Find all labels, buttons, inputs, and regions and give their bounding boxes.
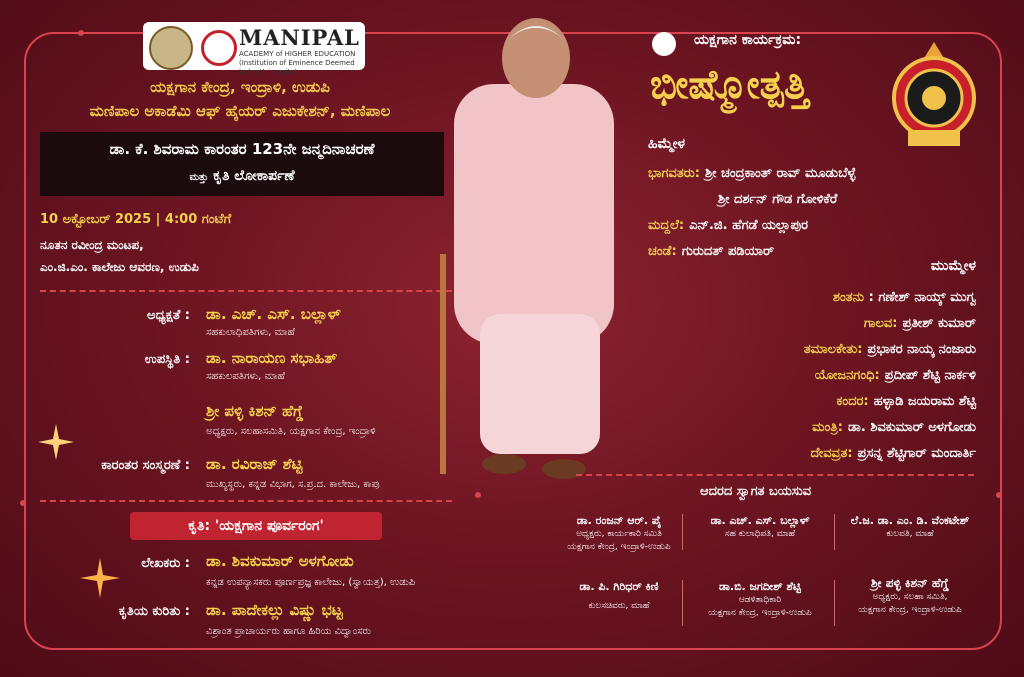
welcome-name: ಡಾ. ರಂಜನ್ ಆರ್. ಪೈ (576, 514, 662, 527)
welcome-person (560, 514, 678, 554)
himmela-label: ಮದ್ದಲೆ: (648, 218, 685, 233)
mummela-value: ಪ್ರಭಾಕರ ನಾಯ್ಕ ನಂಜಾರು (867, 342, 976, 357)
himmela-value: ಗುರುದತ್ ಪಡಿಯಾರ್ (681, 244, 775, 259)
seal-icon (149, 26, 193, 70)
himmela-label: ಚಂಡೆ: (648, 244, 677, 259)
dignitary-desc: ಅಧ್ಯಕ್ಷರು, ಸಲಹಾಸಮಿತಿ, ಯಕ್ಷಗಾನ ಕೇಂದ್ರ, ಇಂದ್ರಾಳಿ (206, 426, 376, 437)
mummela-value: ಹಳ್ಳಾಡಿ ಜಯರಾಮ ಶೆಟ್ಟಿ (873, 394, 976, 409)
decor-dot (996, 492, 1002, 498)
dignitary-name: ಡಾ. ನಾರಾಯಣ ಸಭಾಹಿತ್ (206, 349, 338, 367)
mummela-label: ದೇವವ್ರತ: (810, 446, 853, 461)
mummela-label: ಯೋಜನಗಂಧಿ: (814, 368, 880, 383)
mummela-row (833, 286, 976, 305)
welcome-name: ಲೆ.ಜ. ಡಾ. ಎಂ. ಡಿ. ವೆಂಕಟೇಶ್ (850, 514, 970, 527)
portrait-figure (424, 14, 648, 484)
decor-circle (652, 32, 676, 56)
mummela-row (864, 312, 976, 331)
mummela-value: ಪ್ರದೀಪ್ ಶೆಟ್ಟಿ ನಾರ್ಕಳಿ (884, 368, 976, 383)
organizer-line1: ಯಕ್ಷಗಾನ ಕೇಂದ್ರ, ಇಂದ್ರಾಳಿ, ಉಡುಪಿ (150, 78, 330, 96)
mummela-label: ತಮಾಲಕೇತು: (803, 342, 863, 357)
mummela-row (815, 364, 976, 383)
logo-subtitle-text: ACADEMY of HIGHER EDUCATION (239, 50, 356, 58)
author-role: ಲೇಖಕರು : (141, 556, 190, 571)
dignitary-desc: ಸಹಕುಲಪತಿಗಳು, ಮಾಹೆ (206, 371, 285, 382)
welcome-desc: ಯಕ್ಷಗಾನ ಕೇಂದ್ರ, ಇಂದ್ರಾಳಿ-ಉಡುಪಿ (708, 608, 812, 618)
about-desc: ವಿಶ್ರಾಂತ ಪ್ರಾಚಾರ್ಯರು ಹಾಗೂ ಹಿರಿಯ ವಿದ್ವಾಂಸರು (206, 626, 371, 637)
welcome-person (690, 514, 830, 541)
decor-dot (475, 492, 481, 498)
himmela-value: ಶ್ರೀ ಚಂದ್ರಕಾಂತ್ ರಾವ್ ಮೂಡುಬೆಳ್ಳೆ (705, 166, 856, 181)
mummela-row (804, 338, 976, 357)
venue-line1: ನೂತನ ರವೀಂದ್ರ ಮಂಟಪ, (40, 238, 144, 252)
about-name: ಡಾ. ಪಾದೇಕಲ್ಲು ವಿಷ್ಣು ಭಟ್ಟ (206, 601, 343, 619)
mummela-row (812, 416, 976, 435)
sparkle-icon (38, 424, 74, 460)
welcome-desc: ಕುಲಪತಿ, ಮಾಹೆ (886, 529, 934, 539)
himmela-row (648, 162, 856, 181)
dignitary-name: ಡಾ. ಎಚ್. ಎಸ್. ಬಲ್ಲಾಳ್ (206, 305, 341, 323)
himmela-row (648, 240, 774, 259)
mummela-value: ಪ್ರತೀಶ್ ಕುಮಾರ್ (902, 316, 976, 331)
yakshagana-crown-icon (888, 38, 980, 150)
mummela-value: : ಗಣೇಶ್ ನಾಯ್ಕ್ ಮುಗ್ವ (864, 290, 976, 305)
about-role: ಕೃತಿಯ ಕುರಿತು : (118, 604, 190, 619)
dignitary-desc: ಸಹಕುಲಾಧಿಪತಿಗಳು, ಮಾಹೆ (206, 327, 295, 338)
welcome-person (560, 580, 678, 613)
mummela-label: ಕಂದರ: (836, 394, 869, 409)
himmela-row (648, 214, 808, 233)
welcome-desc: ಸಹ ಕುಲಾಧಿಪತಿ, ಮಾಹೆ (724, 529, 796, 539)
manipal-logo (143, 22, 365, 76)
mummela-label: ಗಾಲವ: (863, 316, 898, 331)
mummela-row (811, 442, 976, 461)
mummela-value: ಪ್ರಸನ್ನ ಶೆಟ್ಟಿಗಾರ್ ಮಂದಾರ್ತಿ (857, 446, 976, 461)
welcome-person (840, 576, 980, 617)
welcome-person (840, 514, 980, 541)
divider (834, 514, 835, 550)
book-title: ಕೃತಿ: 'ಯಕ್ಷಗಾನ ಪೂರ್ವರಂಗ' (130, 512, 382, 540)
himmela-heading: ಹಿಮ್ಮೇಳ (648, 136, 686, 152)
dignitary-role: ಉಪಸ್ಥಿತಿ : (144, 352, 190, 367)
occasion-main: ಕೃತಿ ಲೋಕಾರ್ಪಣೆ (213, 168, 295, 184)
divider (40, 500, 452, 502)
welcome-desc: ಯಕ್ಷಗಾನ ಕೇಂದ್ರ, ಇಂದ್ರಾಳಿ-ಉಡುಪಿ (858, 605, 962, 615)
himmela-value: ಎನ್.ಜಿ. ಹೆಗಡೆ ಯಲ್ಲಾಪುರ (689, 218, 808, 233)
logo-tagline: (Institution of Eminence Deemed to be University) (239, 59, 355, 76)
organizer-line2: ಮಣಿಪಾಲ ಅಕಾಡೆಮಿ ಆಫ್ ಹೈಯರ್ ಎಜುಕೇಶನ್, ಮಣಿಪಾಲ (89, 102, 391, 120)
decor-dot (78, 30, 84, 36)
welcome-heading: ಆದರದ ಸ್ವಾಗತ ಬಯಸುವ (700, 484, 812, 499)
dignitary-role: ಕಾರಂತರ ಸಂಸ್ಮರಣೆ : (101, 458, 190, 473)
event-datetime: 10 ಅಕ್ಟೋಬರ್ 2025 | 4:00 ಗಂಟೆಗೆ (40, 212, 232, 227)
mummela-label: ಶಂತನು (832, 290, 865, 305)
welcome-name: ಶ್ರೀ ಪಳ್ಳಿ ಕಿಶನ್ ಹೆಗ್ಡೆ (871, 576, 949, 590)
welcome-name: ಡಾ. ಪಿ. ಗಿರಿಧರ್ ಕಿಣಿ (579, 580, 659, 593)
occasion-prefix: ಮತ್ತು (189, 172, 209, 183)
occasion-title: ಡಾ. ಕೆ. ಶಿವರಾಮ ಕಾರಂತರ 123ನೇ ಜನ್ಮದಿನಾಚರಣೆ (109, 140, 375, 158)
dignitary-name: ಡಾ. ರವಿರಾಜ್ ಶೆಟ್ಟಿ (206, 455, 303, 473)
himmela-value: ಶ್ರೀ ದರ್ಶನ್ ಗೌಡ ಗೋಳಿಕೆರೆ (718, 192, 838, 207)
welcome-desc: ಆಡಳಿತಾಧಿಕಾರಿ (738, 595, 782, 605)
divider (576, 474, 974, 476)
divider (834, 580, 835, 626)
dignitary-role: ಅಧ್ಯಕ್ಷತೆ : (147, 308, 190, 323)
venue-line2: ಎಂ.ಜಿ.ಎಂ. ಕಾಲೇಜು ಆವರಣ, ಉಡುಪಿ (40, 260, 199, 274)
occasion-subtitle (40, 168, 444, 184)
divider (682, 580, 683, 626)
mummela-row (837, 390, 976, 409)
logo-title: MANIPAL (239, 25, 360, 50)
mummela-heading: ಮುಮ್ಮೇಳ (930, 258, 976, 274)
himmela-label: ಭಾಗವತರು: (648, 166, 700, 181)
himmela-row (718, 188, 837, 207)
program-label: ಯಕ್ಷಗಾನ ಕಾರ್ಯಕ್ರಮ: (694, 32, 802, 48)
welcome-desc: ಕುಲಸಚಿವರು, ಮಾಹೆ (588, 601, 650, 611)
manipal-emblem-icon (201, 30, 237, 66)
welcome-person (690, 580, 830, 620)
dignitary-name: ಶ್ರೀ ಪಳ್ಳಿ ಕಿಶನ್ ಹೆಗ್ಡೆ (206, 402, 304, 420)
divider (40, 290, 452, 292)
logo-subtitle (239, 50, 359, 77)
welcome-name: ಡಾ.ಬಿ. ಜಗದೀಶ್ ಶೆಟ್ಟಿ (719, 580, 801, 593)
program-title: ಭೀಷ್ಮೋತ್ಪತ್ತಿ (650, 62, 809, 108)
author-name: ಡಾ. ಶಿವಕುಮಾರ್ ಅಳಗೋಡು (206, 552, 354, 570)
occasion-box (40, 132, 444, 196)
welcome-desc: ಅಧ್ಯಕ್ಷರು, ಕಾರ್ಯಕಾರಿ ಸಮಿತಿ (576, 529, 662, 539)
decor-dot (20, 500, 26, 506)
dignitary-desc: ಮುಖ್ಯಸ್ಥರು, ಕನ್ನಡ ವಿಭಾಗ, ಸ.ಪ್ರ.ದ. ಕಾಲೇಜು, ಕಾಪು (206, 479, 380, 490)
welcome-desc: ಅಧ್ಯಕ್ಷರು, ಸಲಹಾ ಸಮಿತಿ, (872, 592, 948, 602)
author-desc: ಕನ್ನಡ ಉಪನ್ಯಾಸಕರು ಪೂರ್ಣಪ್ರಜ್ಞ ಕಾಲೇಜು, (ಸ್ವಾಯತ್ತ), ಉಡುಪಿ (206, 577, 416, 588)
divider (682, 514, 683, 550)
welcome-name: ಡಾ. ಎಚ್. ಎಸ್. ಬಲ್ಲಾಳ್ (710, 514, 810, 527)
welcome-desc: ಯಕ್ಷಗಾನ ಕೇಂದ್ರ, ಇಂದ್ರಾಳಿ-ಉಡುಪಿ (567, 542, 671, 552)
mummela-label: ಮಂತ್ರಿ: (812, 420, 843, 435)
mummela-value: ಡಾ. ಶಿವಕುಮಾರ್ ಅಳಗೋಡು (848, 420, 976, 435)
